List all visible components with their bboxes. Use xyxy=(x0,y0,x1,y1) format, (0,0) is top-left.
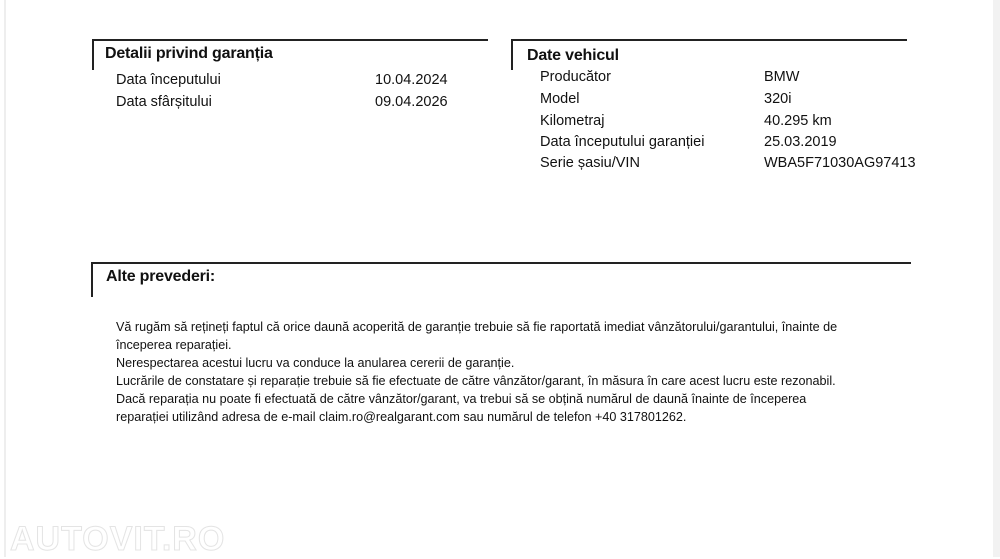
warranty-end-value: 09.04.2026 xyxy=(375,94,448,110)
text-line: Lucrările de constatare și reparație trebuie să fie efectuate de către vânzător/garant, în măsura în care acest lucru este rezonabil. xyxy=(116,374,836,388)
warranty-title: Detalii privind garanția xyxy=(105,45,273,62)
divider xyxy=(92,39,94,70)
warranty-start-value: 10.04.2024 xyxy=(375,72,448,88)
text-line: Dacă reparația nu poate fi efectuată de către vânzător/garant, va trebui să se obțină numărul de daună înainte de începerea xyxy=(116,392,807,406)
text-line: Vă rugăm să rețineți faptul că orice daună acoperită de garanție trebuie să fie raportată imediat vânzătorului/garantului, înainte de xyxy=(116,320,838,334)
divider xyxy=(511,39,907,41)
other-provisions-title: Alte prevederi: xyxy=(106,268,216,285)
divider xyxy=(92,39,488,41)
right-edge xyxy=(993,0,1000,557)
text-line: începerea reparației. xyxy=(116,338,232,352)
warranty-start-label: Data începutului garanției xyxy=(540,134,705,150)
left-edge xyxy=(4,0,6,557)
text-line: reparației utilizând adresa de e-mail claim.ro@realgarant.com sau numărul de telefon +40 317801262. xyxy=(116,410,687,424)
warranty-end-label: Data sfârșitului xyxy=(116,94,212,110)
vin-label: Serie șasiu/VIN xyxy=(540,155,640,171)
manufacturer-label: Producător xyxy=(540,69,611,85)
mileage-label: Kilometraj xyxy=(540,113,605,129)
warranty-start-label: Data începutului xyxy=(116,72,221,88)
divider xyxy=(91,262,93,297)
divider xyxy=(91,262,911,264)
mileage-value: 40.295 km xyxy=(764,113,832,129)
model-value: 320i xyxy=(764,91,792,107)
vin-value: WBA5F71030AG97413 xyxy=(764,155,916,171)
watermark-logo: AUTOVIT.RO xyxy=(10,520,226,558)
manufacturer-value: BMW xyxy=(764,69,800,85)
other-provisions-text xyxy=(116,318,906,426)
vehicle-title: Date vehicul xyxy=(527,47,619,64)
divider xyxy=(511,39,513,70)
warranty-start-value: 25.03.2019 xyxy=(764,134,837,150)
text-line: Nerespectarea acestui lucru va conduce la anularea cererii de garanție. xyxy=(116,356,515,370)
model-label: Model xyxy=(540,91,580,107)
